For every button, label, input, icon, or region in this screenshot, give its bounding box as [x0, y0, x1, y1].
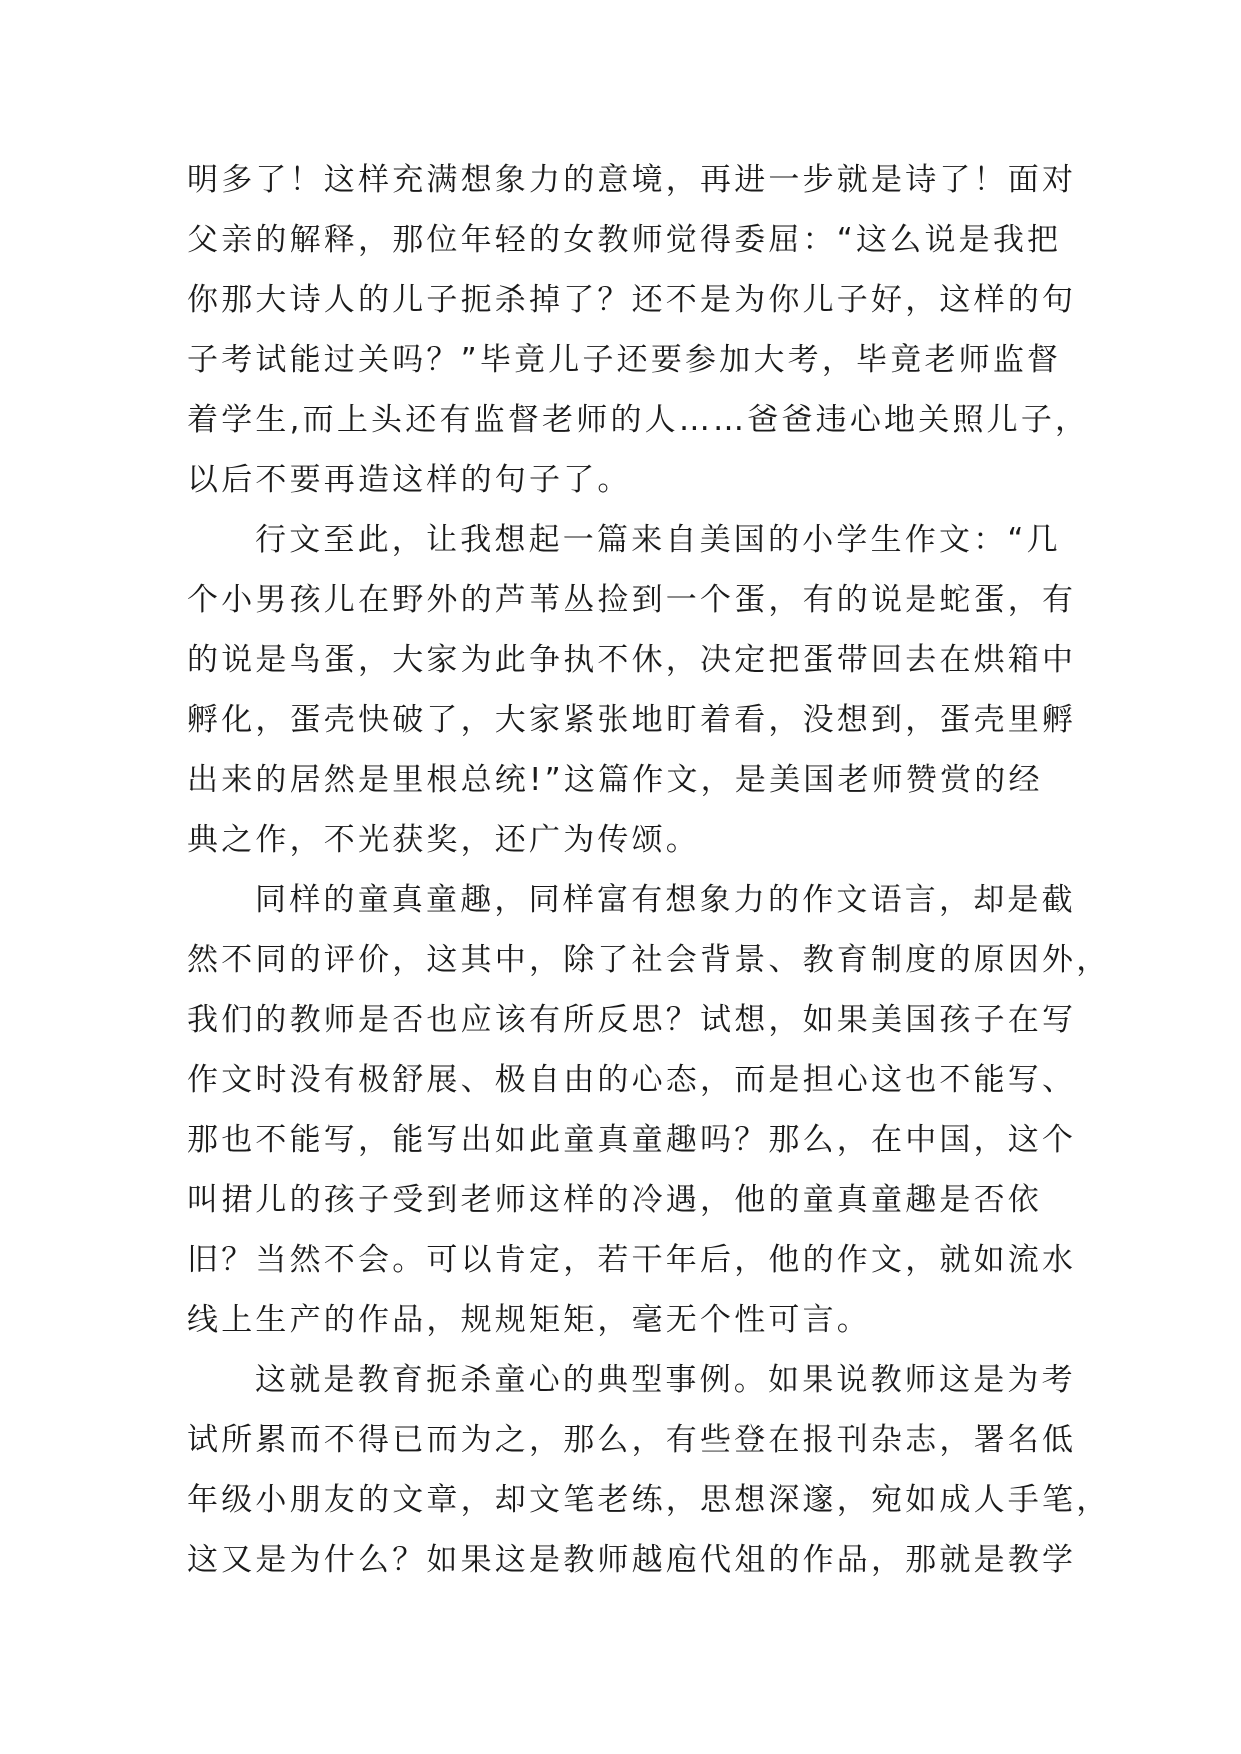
text-line: 孵化，蛋壳快破了，大家紧张地盯着看，没想到，蛋壳里孵	[187, 702, 1077, 738]
text-line: 以后不要再造这样的句子了。	[187, 462, 632, 498]
text-line: 旧？当然不会。可以肯定，若干年后，他的作文，就如流水	[187, 1242, 1077, 1278]
text-line: 你那大诗人的儿子扼杀掉了？还不是为你儿子好，这样的句	[187, 282, 1077, 318]
text-line: 的说是鸟蛋，大家为此争执不休，决定把蛋带回去在烘箱中	[187, 642, 1077, 678]
text-line: 那也不能写，能写出如此童真童趣吗？那么，在中国，这个	[187, 1122, 1077, 1158]
text-line: 试所累而不得已而为之，那么，有些登在报刊杂志，署名低	[187, 1422, 1077, 1458]
text-line: 然不同的评价，这其中，除了社会背景、教育制度的原因外，	[187, 942, 1111, 978]
paragraph-first-line: 行文至此，让我想起一篇来自美国的小学生作文：“几	[255, 522, 1061, 558]
text-line: 年级小朋友的文章，却文笔老练，思想深邃，宛如成人手笔，	[187, 1482, 1111, 1518]
paragraph-first-line: 同样的童真童趣，同样富有想象力的作文语言，却是截	[255, 882, 1076, 918]
body-text	[187, 150, 1111, 1590]
text-line: 典之作，不光获奖，还广为传颂。	[187, 822, 700, 858]
text-line: 明多了！这样充满想象力的意境，再进一步就是诗了！面对	[187, 162, 1077, 198]
text-line: 这又是为什么？如果这是教师越庖代俎的作品，那就是教学	[187, 1542, 1077, 1578]
text-line: 着学生,而上头还有监督老师的人……爸爸违心地关照儿子，	[187, 402, 1090, 438]
text-line: 个小男孩儿在野外的芦苇丛捡到一个蛋，有的说是蛇蛋，有	[187, 582, 1077, 618]
text-line: 作文时没有极舒展、极自由的心态，而是担心这也不能写、	[187, 1062, 1077, 1098]
text-line: 我们的教师是否也应该有所反思？试想，如果美国孩子在写	[187, 1002, 1077, 1038]
paragraph-first-line: 这就是教育扼杀童心的典型事例。如果说教师这是为考	[255, 1362, 1076, 1398]
text-line: 叫捃儿的孩子受到老师这样的冷遇，他的童真童趣是否依	[187, 1182, 1042, 1218]
text-line: 子考试能过关吗？”毕竟儿子还要参加大考，毕竟老师监督	[187, 342, 1062, 378]
text-line: 出来的居然是里根总统!”这篇作文，是美国老师赞赏的经	[187, 762, 1043, 798]
text-line: 父亲的解释，那位年轻的女教师觉得委屈：“这么说是我把	[187, 222, 1062, 258]
text-line: 线上生产的作品，规规矩矩，毫无个性可言。	[187, 1302, 871, 1338]
